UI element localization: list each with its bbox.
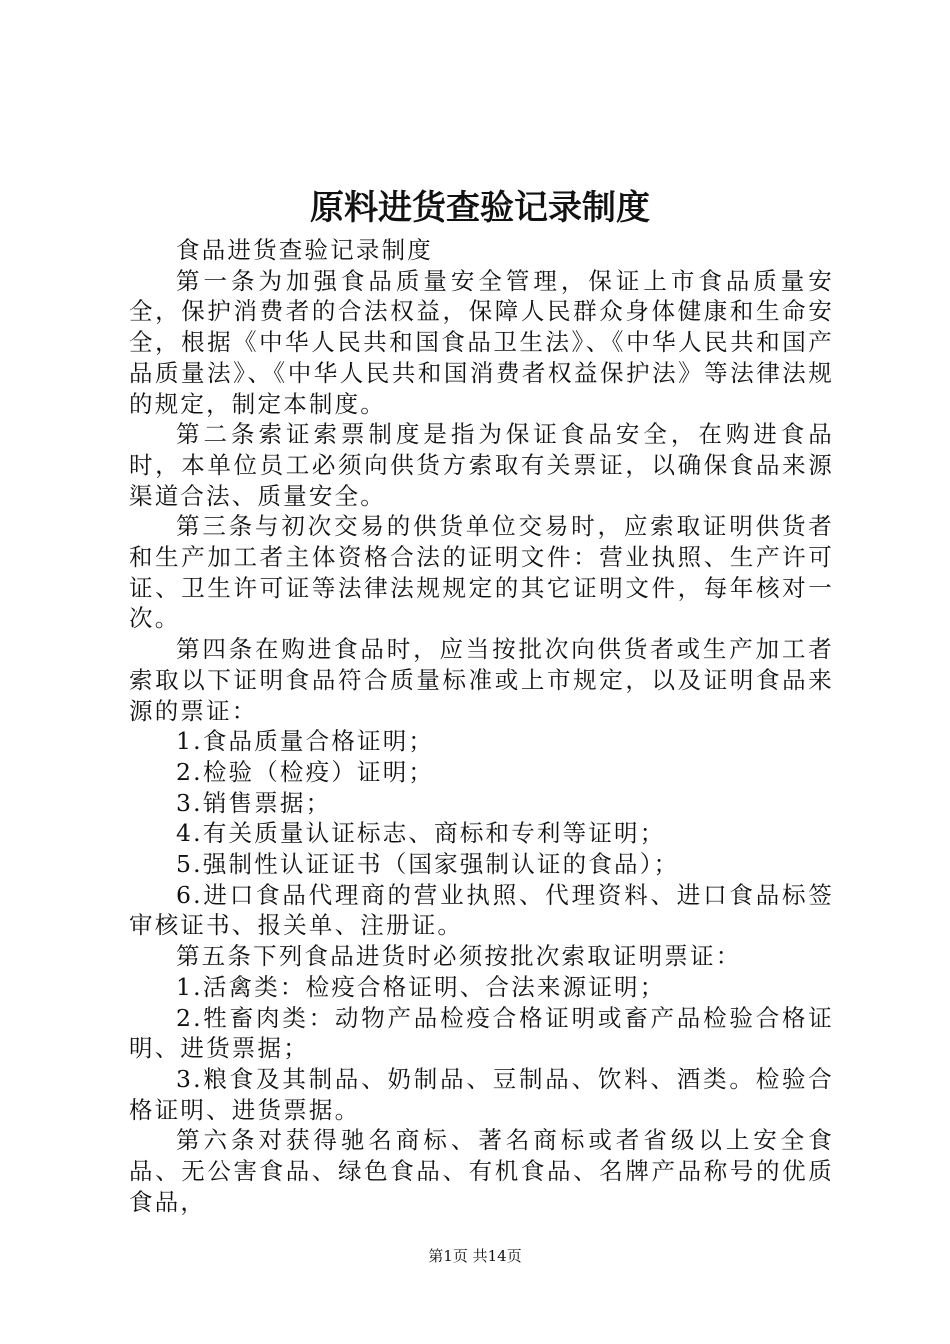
paragraph-article-2: 第二条索证索票制度是指为保证食品安全，在购进食品时，本单位员工必须向供货方索取有关票证，以确保食品来源渠道合法、质量安全。 xyxy=(129,420,834,510)
list-item: 1.食品质量合格证明； xyxy=(176,727,435,756)
page-footer: 第1页 共14页 xyxy=(428,1247,522,1265)
list-item: 3.销售票据； xyxy=(176,788,332,817)
document-title: 原料进货查验记录制度 xyxy=(310,188,650,228)
paragraph-article-6: 第六条对获得驰名商标、著名商标或者省级以上安全食品、无公害食品、绿色食品、有机食品、名牌产品称号的优质食品， xyxy=(129,1126,834,1216)
paragraph-article-4: 第四条在购进食品时，应当按批次向供货者或生产加工者索取以下证明食品符合质量标准或上市规定，以及证明食品来源的票证： xyxy=(129,635,834,725)
list-item: 1.活禽类：检疫合格证明、合法来源证明； xyxy=(176,972,666,1001)
list-item: 2.检验（检疫）证明； xyxy=(176,757,435,786)
list-item: 5.强制性认证证书（国家强制认证的食品）； xyxy=(176,850,680,879)
list-item: 2.牲畜肉类：动物产品检疫合格证明或畜产品检验合格证明、进货票据； xyxy=(129,1003,834,1063)
list-item: 3.粮食及其制品、奶制品、豆制品、饮料、酒类。检验合格证明、进货票据。 xyxy=(129,1064,834,1124)
paragraph-article-1: 第一条为加强食品质量安全管理，保证上市食品质量安全，保护消费者的合法权益，保障人民群众身体健康和生命安全，根据《中华人民共和国食品卫生法》、《中华人民共和国产品质量法》、《中华人民共和国消费者权益保护法》等法律法规的规定，制定本制度。 xyxy=(129,266,834,418)
list-item: 4.有关质量认证标志、商标和专利等证明； xyxy=(176,819,666,848)
paragraph-article-3: 第三条与初次交易的供货单位交易时，应索取证明供货者和生产加工者主体资格合法的证明文件：营业执照、生产许可证、卫生许可证等法律法规规定的其它证明文件，每年核对一次。 xyxy=(129,512,834,633)
document-body xyxy=(129,235,834,1218)
list-item: 6.进口食品代理商的营业执照、代理资料、进口食品标签审核证书、报关单、注册证。 xyxy=(129,880,834,940)
paragraph-subtitle: 食品进货查验记录制度 xyxy=(176,236,433,264)
paragraph-article-5: 第五条下列食品进货时必须按批次索取证明票证： xyxy=(176,942,742,971)
